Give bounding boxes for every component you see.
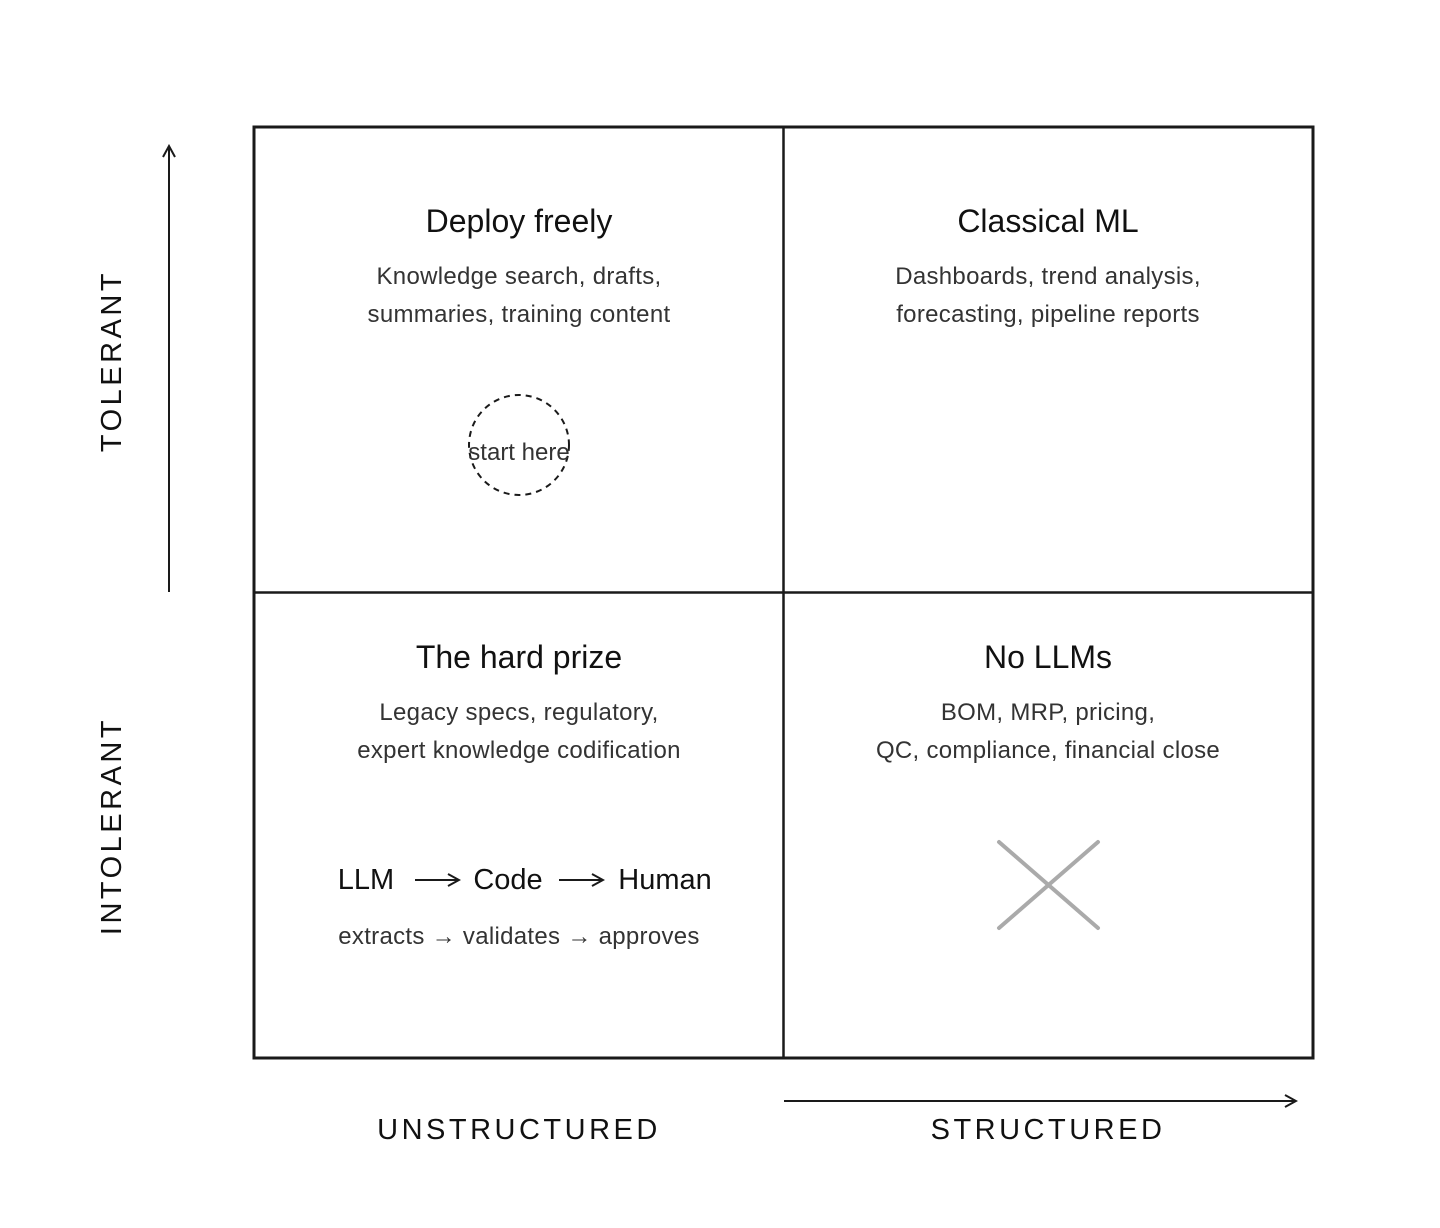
y-axis-label-intolerant: INTOLERANT <box>96 716 128 936</box>
quadrant-description-line: summaries, training content <box>367 301 671 328</box>
quadrant-description-line: forecasting, pipeline reports <box>896 301 1200 328</box>
start-here-label: start here <box>468 439 570 466</box>
quadrant-title: No LLMs <box>983 639 1113 675</box>
quadrant-description-line: Legacy specs, regulatory, <box>379 699 659 726</box>
flow-step-human: Human <box>618 864 712 896</box>
quadrant-no-llms <box>876 639 1220 928</box>
x-axis <box>377 1101 1296 1146</box>
flow-diagram <box>338 864 712 950</box>
flow-step-code: Code <box>473 864 543 896</box>
quadrant-description-line: Knowledge search, drafts, <box>376 263 662 290</box>
flow-step-llm: LLM <box>337 864 395 896</box>
cross-icon <box>999 842 1098 928</box>
quadrant-description-line: QC, compliance, financial close <box>875 737 1221 764</box>
quadrant-classical-ml <box>895 203 1201 328</box>
x-axis-label-unstructured: UNSTRUCTURED <box>377 1114 661 1146</box>
y-axis <box>96 146 169 935</box>
y-axis-label-tolerant: TOLERANT <box>96 269 128 453</box>
x-axis-label-structured: STRUCTURED <box>930 1114 1166 1146</box>
quadrant-description-line: BOM, MRP, pricing, <box>940 699 1156 726</box>
quadrant-title: Deploy freely <box>425 203 613 239</box>
quadrant-title: Classical ML <box>957 203 1139 239</box>
quadrant-deploy-freely <box>368 203 671 495</box>
quadrant-description-line: expert knowledge codification <box>357 737 681 764</box>
quadrant-description-line: Dashboards, trend analysis, <box>895 263 1201 290</box>
quadrant-title: The hard prize <box>415 639 623 675</box>
flow-caption: extracts → validates → approves <box>338 923 700 950</box>
quadrant-hard-prize <box>338 639 712 950</box>
